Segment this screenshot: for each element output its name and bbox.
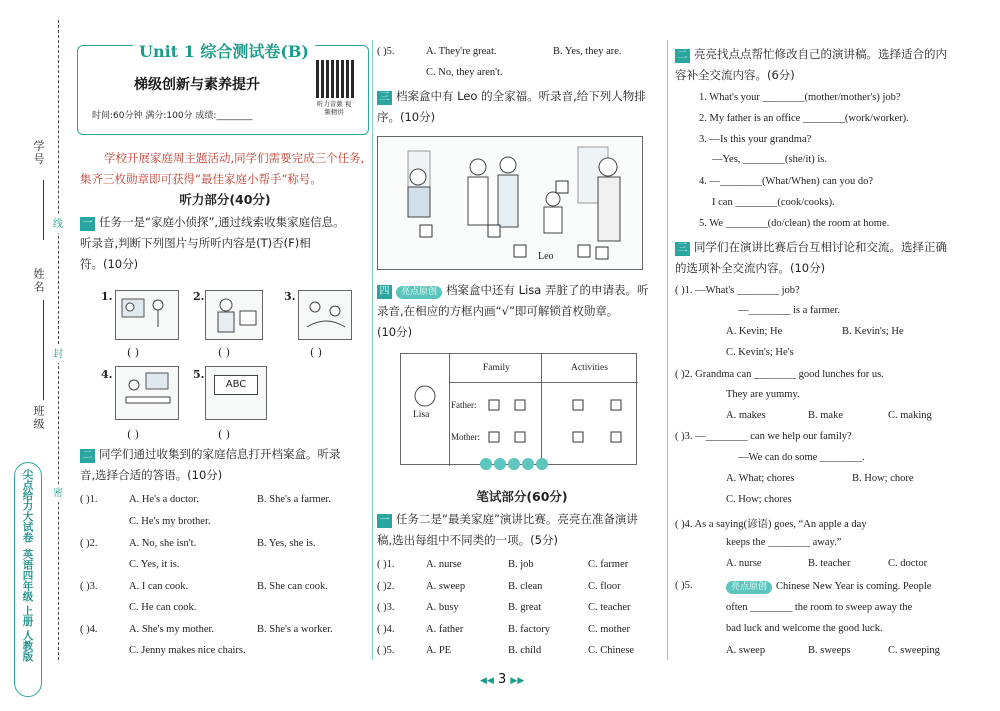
section-4-text-2: 录音,在相应的方框内画“√”即可解锁首枚勋章。 (377, 304, 619, 318)
s5-q5-option-c: C. Chinese (588, 645, 635, 656)
form-family-header: Family (483, 363, 510, 373)
lisa-application-form (400, 353, 637, 465)
s6-q4-a[interactable]: 4. —________(What/When) can you do? (699, 176, 874, 187)
s5-q4-number[interactable]: ( )4. (377, 624, 395, 635)
answer-4-parens[interactable]: ( ) (127, 428, 140, 441)
s2-q5-number[interactable]: ( )5. (377, 46, 395, 57)
picture-1-image (115, 290, 179, 340)
s5-q4-option-b: B. factory (508, 624, 550, 635)
s5-q1-option-b: B. job (508, 559, 534, 570)
form-checkboxes[interactable] (485, 390, 635, 462)
section-6-instructions (675, 44, 965, 86)
section-2-text-2: 音,选择合适的答语。(10分) (80, 468, 223, 482)
mother-row-label: Mother: (451, 432, 480, 442)
s7-q5-text-1: Chinese New Year is coming. People (776, 581, 932, 592)
picture-5-image (205, 366, 267, 420)
student-name-line (43, 300, 44, 360)
s2-q1-number[interactable]: ( )1. (80, 494, 98, 505)
s7-q2-option-b: B. make (808, 410, 843, 421)
s7-q4-b: keeps the ________ away.” (726, 537, 842, 548)
section-2-instructions (80, 444, 372, 486)
s7-q5-option-c: C. sweeping (888, 645, 940, 656)
form-divider-h (449, 382, 638, 383)
s2-q1-option-a: A. He's a doctor. (129, 494, 199, 505)
s7-q5-text-3: bad luck and welcome the good luck. (726, 623, 883, 634)
s2-q3-option-b: B. She can cook. (257, 581, 328, 592)
s5-q4-option-a: A. father (426, 624, 464, 635)
s7-q5-text-2: often ________ the room to sweep away the (726, 602, 913, 613)
answer-1-parens[interactable]: ( ) (127, 346, 140, 359)
picture-3-label: 3. (284, 290, 296, 303)
s5-q5-option-b: B. child (508, 645, 542, 656)
s7-q5-tag: 亮点原创 (726, 581, 772, 594)
section-4-text-1: 档案盒中还有 Lisa 弄脏了的申请表。听 (446, 283, 649, 297)
s2-q1-option-c: C. He's my brother. (129, 516, 211, 527)
qr-code-icon[interactable] (316, 60, 354, 98)
s7-q2-option-c: C. making (888, 410, 932, 421)
s7-q1-option-c: C. Kevin's; He's (726, 347, 794, 358)
s2-q4-option-b: B. She's a worker. (257, 624, 333, 635)
section-5-text-1: 任务二是“最美家庭”演讲比赛。亮亮在准备演讲 (396, 512, 638, 526)
picture-1-label: 1. (101, 290, 113, 303)
binding-margin (0, 0, 70, 711)
section-3-text-1: 档案盒中有 Leo 的全家福。听录音,给下列人物排 (396, 89, 646, 103)
s7-q2-option-a: A. makes (726, 410, 766, 421)
s6-q3-a: 3. —Is this your grandma? (699, 134, 812, 145)
s2-q4-number[interactable]: ( )4. (80, 624, 98, 635)
s7-q2-b: They are yummy. (726, 389, 800, 400)
next-arrow-icon: ▶▶ (510, 676, 525, 686)
blackboard: ABC (214, 375, 258, 395)
intro-text: 学校开展家庭周主题活动,同学们需要完成三个任务,集齐三枚勋章即可获得“最佳家庭小帮手”称号。 (80, 151, 365, 186)
s6-q5[interactable]: 5. We ________(do/clean) the room at home. (699, 218, 890, 229)
section-3-text-2: 序。(10分) (377, 110, 436, 124)
s2-q3-number[interactable]: ( )3. (80, 581, 98, 592)
s6-q2[interactable]: 2. My father is an office ________(work/worker). (699, 113, 909, 124)
s7-q2-a[interactable]: ( )2. Grandma can ________ good lunches for us. (675, 369, 884, 380)
s7-q4-option-b: B. teacher (808, 558, 851, 569)
section-6-text-2: 容补全交流内容。(6分) (675, 68, 795, 82)
section-6-number: 二 (675, 49, 690, 63)
section-4-instructions (377, 280, 667, 343)
s7-q5-option-a: A. sweep (726, 645, 766, 656)
qr-caption: 听力音频 视频精讲 (316, 100, 352, 116)
s6-q4-b[interactable]: I can ________(cook/cooks). (712, 197, 835, 208)
picture-4-label: 4. (101, 368, 113, 381)
section-5-instructions (377, 509, 667, 551)
prev-arrow-icon: ◀◀ (480, 676, 494, 686)
brand-name: 尖点给力大试卷 (21, 469, 34, 543)
s7-q1-option-b: B. Kevin's; He (842, 326, 904, 337)
s7-q4-a[interactable]: ( )4. As a saying(谚语) goes, “An apple a day (675, 519, 867, 530)
student-name-label: 姓名 (32, 268, 45, 294)
s7-q4-option-a: A. nurse (726, 558, 762, 569)
s5-q3-option-c: C. teacher (588, 602, 631, 613)
s5-q3-number[interactable]: ( )3. (377, 602, 395, 613)
s2-q2-number[interactable]: ( )2. (80, 538, 98, 549)
bind-mark-secret: 密 (52, 484, 64, 502)
s7-q1-b: —________ is a farmer. (738, 305, 841, 316)
s6-q3-b[interactable]: —Yes, ________(she/it) is. (712, 154, 828, 165)
s5-q1-option-a: A. nurse (426, 559, 462, 570)
page-number: 3 (497, 672, 507, 687)
section-2-number: 二 (80, 449, 95, 463)
s2-q2-option-a: A. No, she isn't. (129, 538, 197, 549)
s5-q3-option-b: B. great (508, 602, 542, 613)
s5-q2-number[interactable]: ( )2. (377, 581, 395, 592)
student-number-label: 学号 (32, 140, 45, 166)
s2-q2-option-b: B. Yes, she is. (257, 538, 316, 549)
s7-q5-number[interactable]: ( )5. (675, 580, 693, 591)
father-row-label: Father: (451, 400, 477, 410)
section-5-number: 一 (377, 514, 392, 528)
s5-q2-option-a: A. sweep (426, 581, 466, 592)
answer-2-parens[interactable]: ( ) (218, 346, 231, 359)
s7-q3-a[interactable]: ( )3. —________ can we help our family? (675, 431, 852, 442)
page-footer (480, 672, 524, 687)
s7-q3-option-c: C. How; chores (726, 494, 792, 505)
s5-q5-option-a: A. PE (426, 645, 452, 656)
s5-q2-option-b: B. clean (508, 581, 543, 592)
s5-q1-option-c: C. farmer (588, 559, 629, 570)
s7-q1-a[interactable]: ( )1. —What's ________ job? (675, 285, 800, 296)
s2-q3-option-c: C. He can cook. (129, 602, 197, 613)
s7-q3-option-b: B. How; chore (852, 473, 914, 484)
section-7-text-1: 同学们在演讲比赛后台互相讨论和交流。选择正确 (694, 240, 947, 254)
s7-q3-b: —We can do some ________. (738, 452, 865, 463)
exam-meta: 时间:60分钟 满分:100分 成绩:________ (92, 111, 253, 121)
student-class-line (43, 360, 44, 400)
s2-q4-option-a: A. She's my mother. (129, 624, 215, 635)
section-5-text-2: 稿,选出每组中不同类的一项。(5分) (377, 533, 558, 547)
section-3-instructions (377, 86, 667, 128)
s5-q4-option-c: C. mother (588, 624, 630, 635)
written-title: 笔试部分(60分) (476, 489, 568, 504)
lisa-label: Lisa (413, 410, 430, 420)
picture-3-image (298, 290, 352, 340)
picture-2-image (205, 290, 263, 340)
bind-mark-line: 线 (52, 215, 64, 233)
section-1-text-2: 听录音,判断下列图片与所听内容是(T)否(F)相 (80, 236, 311, 250)
section-6-text-1: 亮亮找点点帮忙修改自己的演讲稿。选择适合的内 (694, 47, 947, 61)
s5-q2-option-c: C. floor (588, 581, 621, 592)
brand-grade: 英语四年级 上册 人教版 (21, 548, 34, 661)
s2-q3-option-a: A. I can cook. (129, 581, 189, 592)
form-divider-v1 (449, 354, 450, 466)
s5-q1-number[interactable]: ( )1. (377, 559, 395, 570)
section-1-text-1: 任务一是“家庭小侦探”,通过线索收集家庭信息。 (99, 215, 345, 229)
section-1-text-3: 符。(10分) (80, 257, 139, 271)
form-activities-header: Activities (571, 363, 608, 373)
s2-q2-option-c: C. Yes, it is. (129, 559, 180, 570)
s2-q1-option-b: B. She's a farmer. (257, 494, 331, 505)
section-7-instructions (675, 237, 965, 279)
bind-mark-seal: 封 (52, 345, 64, 363)
section-1-instructions (80, 212, 372, 275)
picture-5-label: 5. (193, 368, 205, 381)
column-divider-1 (372, 40, 373, 660)
s2-q5-option-b: B. Yes, they are. (553, 46, 622, 57)
listening-title: 听力部分(40分) (179, 192, 271, 207)
s5-q3-option-a: A. busy (426, 602, 459, 613)
page-title: Unit 1 综合测试卷(B) (78, 39, 370, 62)
section-4-number: 四 (377, 285, 392, 299)
section-3-number: 三 (377, 91, 392, 105)
s5-q5-number[interactable]: ( )5. (377, 645, 395, 656)
s7-q5-option-b: B. sweeps (808, 645, 851, 656)
family-photo (377, 136, 643, 270)
student-class-label: 班级 (32, 405, 45, 431)
s2-q5-option-a: A. They're great. (426, 46, 497, 57)
section-4-text-3: (10分) (377, 325, 413, 339)
column-divider-2 (667, 40, 668, 660)
answer-5-parens[interactable]: ( ) (218, 428, 231, 441)
answer-3-parens[interactable]: ( ) (310, 346, 323, 359)
page-subtitle: 梯级创新与素养提升 (134, 77, 260, 93)
section-2-text-1: 同学们通过收集到的家庭信息打开档案盒。听录 (99, 447, 341, 461)
section-1-number: 一 (80, 217, 95, 231)
s7-q3-option-a: A. What; chores (726, 473, 795, 484)
medal-icons (478, 456, 548, 480)
s7-q1-option-a: A. Kevin; He (726, 326, 783, 337)
picture-4-image (115, 366, 179, 420)
s7-q5-tag-wrap (726, 580, 931, 594)
picture-2-label: 2. (193, 290, 205, 303)
family-photo-drawing (378, 137, 644, 271)
brand-label (14, 462, 42, 697)
s2-q5-option-c: C. No, they aren't. (426, 67, 503, 78)
s7-q4-option-c: C. doctor (888, 558, 928, 569)
leo-label: Leo (538, 251, 554, 262)
header-card (77, 42, 369, 135)
section-4-tag: 亮点原创 (396, 286, 442, 299)
cut-line (58, 20, 59, 660)
s2-q4-option-c: C. Jenny makes nice chairs. (129, 645, 246, 656)
section-7-number: 三 (675, 242, 690, 256)
student-number-line (43, 180, 44, 240)
s6-q1[interactable]: 1. What's your ________(mother/mother's) job? (699, 92, 901, 103)
section-7-text-2: 的选项补全交流内容。(10分) (675, 261, 826, 275)
